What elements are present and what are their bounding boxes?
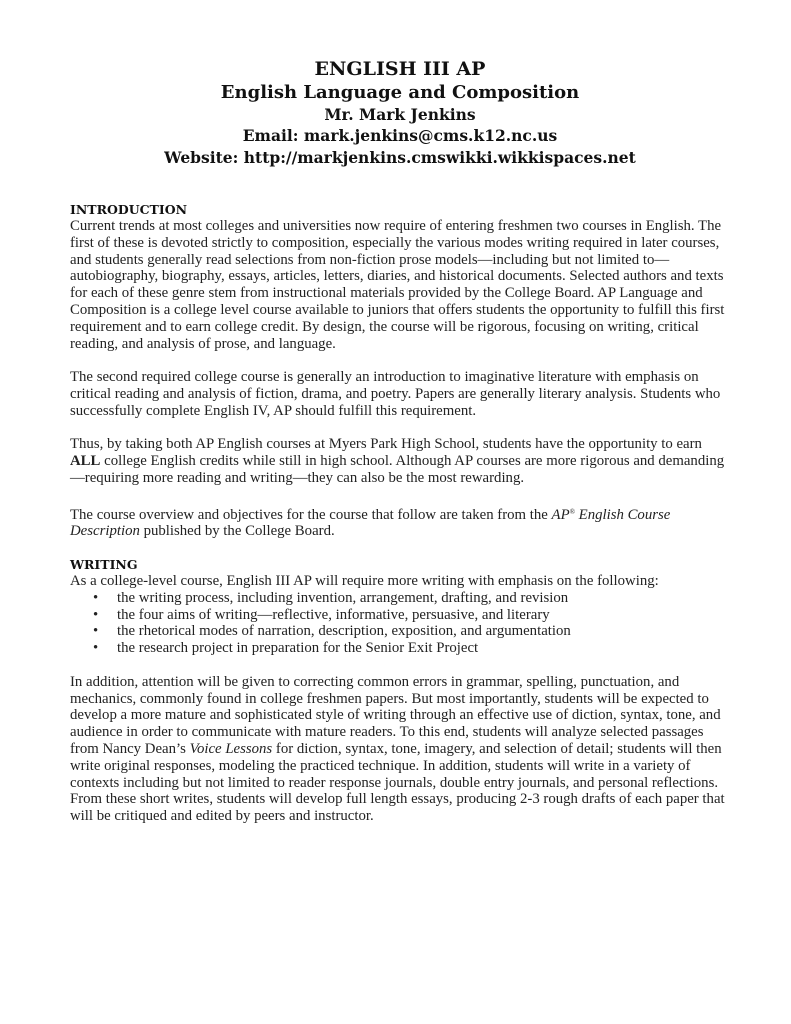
writing-intro: As a college-level course, English III AP will require more writing with emphasis on the following:: [70, 572, 659, 589]
list-item: • the four aims of writing—reflective, informative, persuasive, and literary: [93, 606, 550, 623]
list-item: • the writing process, including invention, arrangement, drafting, and revision: [93, 589, 569, 606]
bullet-icon: •: [93, 640, 99, 657]
introduction-section: [70, 202, 730, 540]
document-header: [70, 58, 730, 169]
writing-section: [70, 557, 730, 825]
intro-paragraph-3: Thus, by taking both AP English courses at Myers Park High School, students have the opportunity to earn ALL college English credits while still in high school. Although AP courses are more rigorous and demanding—requiring more reading and writing—they can also be the most rewarding.: [70, 436, 725, 486]
intro-paragraph-2: The second required college course is generally an introduction to imaginative literature with emphasis on critical reading and analysis of fiction, drama, and poetry. Papers are generally literary analysis. Students who successfully complete English IV, AP should fulfill this requirement.: [70, 369, 721, 419]
teacher-website: Website: http://markjenkins.cmswikki.wikkispaces.net: [164, 148, 636, 167]
emphasis-all: ALL: [70, 453, 101, 470]
course-subtitle: English Language and Composition: [220, 82, 580, 103]
registered-mark: ®: [569, 507, 575, 516]
intro-paragraph-4: The course overview and objectives for the course that follow are taken from the AP® English Course Description published by the College Board.: [70, 506, 671, 540]
introduction-heading: INTRODUCTION: [70, 202, 188, 217]
book-title: Voice Lessons: [189, 740, 273, 757]
list-item: • the rhetorical modes of narration, description, exposition, and argumentation: [93, 623, 571, 640]
course-title: ENGLISH III AP: [314, 58, 486, 80]
bullet-icon: •: [93, 606, 99, 623]
teacher-email: Email: mark.jenkins@cms.k12.nc.us: [242, 126, 558, 145]
writing-emphasis-list: [70, 590, 730, 657]
document-page: [70, 58, 730, 825]
writing-heading: WRITING: [70, 556, 138, 572]
intro-paragraph-1: Current trends at most colleges and universities now require of entering freshmen two courses in English. The first of these is devoted strictly to composition, especially the various modes writing required in later courses, and students generally read selections from non-fiction prose models—including but not limited to—autobiography, biography, essays, articles, letters, diaries, and historical documents. Selected authors and texts for each of these genre stem from instructional materials provided by the College Board. AP Language and Composition is a college level course available to juniors that offers students the opportunity to fulfill this first requirement and to earn college credit. By design, the course will be rigorous, focusing on writing, critical reading, and analysis of prose, and language.: [70, 218, 725, 352]
writing-paragraph-2: In addition, attention will be given to correcting common errors in grammar, spelling, punctuation, and mechanics, commonly found in college freshmen papers. But most importantly, students will be expected to develop a more mature and sophisticated style of writing through an effective use of diction, syntax, tone, and audience in order to communicate with mature readers. To this end, students will analyze selected passages from Nancy Dean’s Voice Lessons for diction, syntax, tone, imagery, and selection of detail; students will then write original responses, modeling the practiced technique. In addition, students will write in a variety of contexts including but not limited to reader response journals, double entry journals, and personal reflections. From these short writes, students will develop full length essays, producing 2-3 rough drafts of each paper that will be critiqued and edited by peers and instructor.: [70, 673, 725, 825]
teacher-name: Mr. Mark Jenkins: [324, 105, 476, 124]
bullet-icon: •: [93, 589, 99, 606]
list-item: • the research project in preparation for the Senior Exit Project: [93, 640, 479, 657]
publication-title: AP® English Course Description: [70, 506, 671, 540]
bullet-icon: •: [93, 623, 99, 640]
